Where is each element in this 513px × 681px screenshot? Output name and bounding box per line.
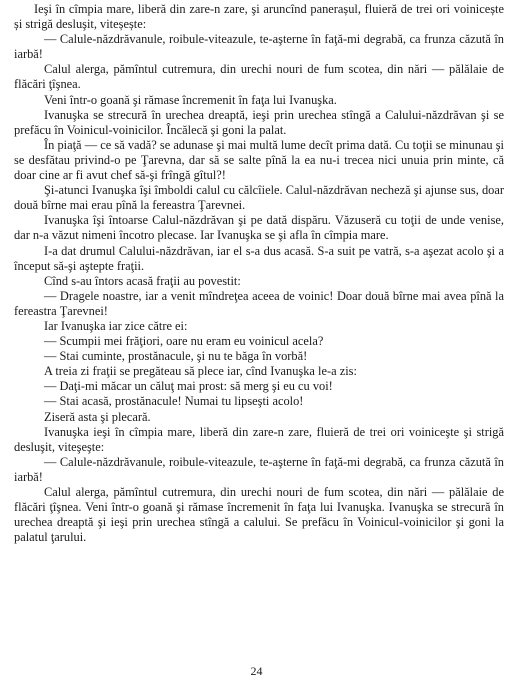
paragraph: Şi-atunci Ivanuşka îşi îmboldi calul cu călcîiele. Calul-năzdrăvan necheză şi ajunse sus, doar două bîrne mai erau pînă la fereastra Ţarevnei.: [14, 183, 504, 213]
page-number: 24: [250, 664, 263, 678]
paragraph: Ieşi în cîmpia mare, liberă din zare-n zare, şi aruncînd panerașul, fluieră de trei ori voinicește și strigă desluşit, viteșește:: [14, 2, 504, 32]
paragraph: Cînd s-au întors acasă fraţii au povestit:: [44, 273, 241, 288]
paragraph: A treia zi fraţii se pregăteau să plece iar, cînd Ivanuşka le-a zis:: [44, 364, 357, 379]
paragraph: Ivanuşka îşi întoarse Calul-năzdrăvan şi pe dată dispăru. Văzuseră cu toţii de unde venise, dar n-a văzut nimeni încotro plecase. Iar Ivanuşka se şi afla în cîmpia mare.: [14, 213, 504, 243]
dialogue-line: — Calule-năzdrăvanule, roibule-viteazule, te-aşterne în faţă-mi degrabă, ca frunza căzută în iarbă!: [14, 32, 504, 62]
page-text: [14, 2, 504, 545]
dialogue-line: — Scumpii mei frăţiori, oare nu eram eu voinicul acela?: [44, 334, 324, 349]
paragraph: Veni într-o goană şi rămase încremenit în faţa lui Ivanuşka.: [44, 92, 337, 107]
paragraph: Calul alerga, pămîntul cutremura, din urechi nouri de fum scotea, din nări — pălălaie de flăcări ţîşnea.: [14, 62, 504, 92]
dialogue-line: — Dragele noastre, iar a venit mîndreţea aceea de voinic! Doar două bîrne mai avea pînă la fereastra Ţarevnei!: [14, 288, 504, 318]
paragraph: Ziseră asta şi plecară.: [44, 409, 151, 424]
paragraph: Calul alerga, pămîntul cutremura, din urechi nouri de fum scotea, din nări — pălălaie de flăcări ţîşnea. Veni într-o goană şi rămase încremenit în faţa lui Ivanuşka. Ivanuşka se strecură în urechea dreaptă şi ieşi prin urechea stîngă a calului. Se prefăcu în Voinicul-voinicilor şi goni la palatul ţarului.: [14, 485, 504, 545]
paragraph: Iar Ivanuşka iar zice către ei:: [44, 318, 188, 333]
paragraph: Ivanuşka se strecură în urechea dreaptă, ieşi prin urechea stîngă a Calului-năzdrăvan şi se prefăcu în Voinicul-voinicilor. Încălecă şi goni la palat.: [14, 107, 504, 137]
dialogue-line: — Daţi-mi măcar un căluţ mai prost: să merg şi eu cu voi!: [44, 379, 333, 394]
paragraph: I-a dat drumul Calului-năzdrăvan, iar el s-a dus acasă. S-a suit pe vatră, s-a aşezat acolo şi a început să-şi aştepte fraţii.: [14, 243, 504, 273]
dialogue-line: — Stai cuminte, prostănacule, şi nu te băga în vorbă!: [44, 349, 308, 364]
dialogue-line: — Stai acasă, prostănacule! Numai tu lipseşti acolo!: [44, 394, 304, 409]
dialogue-line: — Calule-năzdrăvanule, roibule-viteazule, te-aşterne în faţă-mi degrabă, ca frunza căzută în iarbă!: [14, 454, 504, 484]
paragraph: În piaţă — ce să vadă? se adunase şi mai multă lume decît prima dată. Cu toţii se minunau şi se desfătau privind-o pe Ţarevna, dar să se salte pînă la ea nu-i trecea nici unuia prin minte, că doar cine ar fi avut chef să-şi frîngă gîtul?!: [14, 137, 504, 183]
paragraph: Ivanuşka ieşi în cîmpia mare, liberă din zare-n zare, fluieră de trei ori voiniceşte şi strigă desluşit, viteşeşte:: [14, 424, 504, 454]
